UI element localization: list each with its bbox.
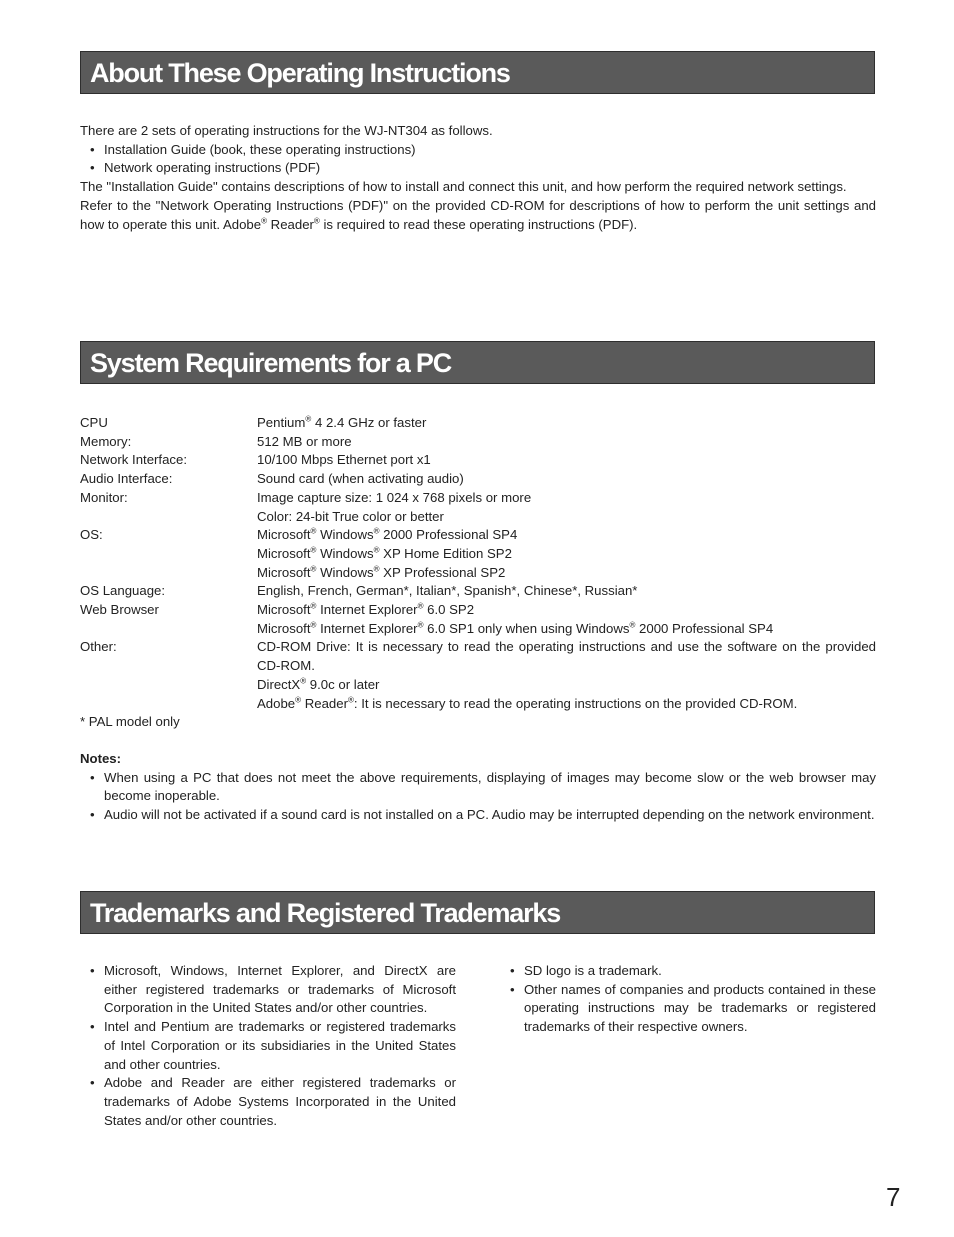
- trademarks-right-column: [500, 962, 876, 1037]
- req-label-os: OS:: [80, 527, 103, 543]
- adobe-name: Adobe: [257, 695, 296, 711]
- req-value-directx: [257, 676, 876, 695]
- req-value-os-1: [257, 526, 876, 545]
- req-label-memory: Memory:: [80, 433, 132, 449]
- page-number: 7: [886, 1182, 901, 1212]
- trademark-item: • SD logo is a trademark.: [500, 962, 876, 981]
- about-bullet-2: • Network operating instructions (PDF): [80, 159, 876, 178]
- registered-mark: ®: [300, 676, 307, 686]
- directx-name: DirectX: [257, 676, 301, 692]
- trademarks-left-column: [80, 962, 456, 1130]
- trademark-item: • Microsoft, Windows, Internet Explorer, and DirectX are either registered trademarks or trademarks of Microsoft Corporation in the United States and/or other countries.: [80, 962, 456, 1018]
- os-version-3: XP Professional SP2: [379, 564, 506, 580]
- req-value-os-2: [257, 545, 876, 564]
- registered-mark: ®: [310, 601, 317, 611]
- registered-mark: ®: [417, 601, 424, 611]
- req-value-os-language: English, French, German*, Italian*, Spanish*, Chinese*, Russian*: [257, 583, 638, 599]
- about-intro: There are 2 sets of operating instructions for the WJ-NT304 as follows.: [80, 123, 493, 138]
- registered-mark: ®: [347, 695, 354, 705]
- pal-footnote: * PAL model only: [80, 714, 180, 730]
- os-product: Windows: [316, 545, 374, 561]
- note-1: • When using a PC that does not meet the above requirements, displaying of images may become slow or the web browser may become inoperable.: [80, 769, 876, 806]
- about-bullet-1: • Installation Guide (book, these operating instructions): [80, 141, 876, 160]
- cpu-spec: 4 2.4 GHz or faster: [311, 415, 427, 430]
- os-vendor: Microsoft: [257, 527, 311, 543]
- registered-mark: ®: [313, 216, 320, 226]
- req-row-os: [80, 526, 876, 582]
- directx-version: 9.0c or later: [306, 676, 380, 692]
- registered-mark: ®: [261, 216, 267, 226]
- browser-version-1: 6.0 SP2: [423, 602, 475, 618]
- req-row-other: [80, 638, 876, 713]
- req-value-audio: Sound card (when activating audio): [257, 471, 464, 487]
- req-value-cpu: [257, 414, 876, 433]
- req-label-cpu: CPU: [80, 415, 108, 430]
- req-row-monitor: [80, 489, 876, 526]
- os-product: Windows: [316, 564, 374, 580]
- section-title-trademarks: Trademarks and Registered Trademarks: [80, 891, 875, 934]
- req-label-network: Network Interface:: [80, 452, 188, 468]
- browser-version-2a: 6.0 SP1 only when using Windows: [423, 620, 630, 636]
- registered-mark: ®: [629, 620, 636, 630]
- req-value-browser-2: [257, 620, 876, 639]
- os-vendor: Microsoft: [257, 564, 311, 580]
- section-title-system: System Requirements for a PC: [80, 341, 875, 384]
- about-para-2-part-c: is required to read these operating instructions (PDF).: [319, 216, 638, 232]
- registered-mark: ®: [373, 545, 380, 555]
- os-version-1: 2000 Professional SP4: [379, 527, 518, 543]
- section-title-about: About These Operating Instructions: [80, 51, 875, 94]
- registered-mark: ®: [373, 564, 380, 574]
- req-row-cpu: [80, 414, 876, 433]
- os-version-2: XP Home Edition SP2: [379, 545, 512, 561]
- req-row-memory: [80, 433, 876, 452]
- req-value-monitor-2: Color: 24-bit True color or better: [257, 508, 444, 524]
- browser-product: Internet Explorer: [316, 602, 418, 618]
- registered-mark: ®: [373, 526, 380, 536]
- registered-mark: ®: [310, 545, 317, 555]
- browser-product: Internet Explorer: [316, 620, 418, 636]
- registered-mark: ®: [295, 695, 302, 705]
- req-label-os-language: OS Language:: [80, 583, 166, 599]
- about-para-2-part-b: Reader: [267, 216, 314, 232]
- req-value-network: 10/100 Mbps Ethernet port x1: [257, 452, 431, 468]
- req-row-os-language: [80, 582, 876, 601]
- os-vendor: Microsoft: [257, 545, 311, 561]
- about-para-2-part-a: Refer to the "Network Operating Instructions (PDF)" on the provided CD-ROM for descriptions of how to perform the unit settings and how to operate this unit. Adobe: [80, 197, 876, 232]
- req-value-monitor-1: Image capture size: 1 024 x 768 pixels or more: [257, 489, 532, 505]
- req-value-cdrom: CD-ROM Drive: It is necessary to read the operating instructions and use the software on the provided CD-ROM.: [257, 639, 876, 674]
- registered-mark: ®: [305, 414, 312, 424]
- registered-mark: ®: [310, 526, 317, 536]
- note-2: • Audio will not be activated if a sound card is not installed on a PC. Audio may be interrupted depending on the network environment.: [80, 806, 876, 825]
- req-label-audio: Audio Interface:: [80, 471, 173, 487]
- registered-mark: ®: [417, 620, 424, 630]
- about-para-1: The "Installation Guide" contains descriptions of how to install and connect this unit, and how perform the required network settings.: [80, 179, 847, 195]
- trademark-item: • Adobe and Reader are either registered trademarks or trademarks of Adobe Systems Incorporated in the United States and/or other countries.: [80, 1074, 456, 1130]
- reader-name: Reader: [301, 695, 348, 711]
- registered-mark: ®: [310, 620, 317, 630]
- req-value-os-3: [257, 564, 876, 583]
- browser-vendor: Microsoft: [257, 602, 311, 618]
- req-row-audio: [80, 470, 876, 489]
- req-row-browser: [80, 601, 876, 638]
- req-label-browser: Web Browser: [80, 602, 159, 618]
- adobe-note: : It is necessary to read the operating instructions on the provided CD-ROM.: [353, 695, 798, 711]
- req-label-monitor: Monitor:: [80, 489, 128, 505]
- req-row-network: [80, 451, 876, 470]
- req-value-memory: 512 MB or more: [257, 433, 352, 449]
- notes-title: Notes:: [80, 750, 122, 766]
- trademark-item: • Intel and Pentium are trademarks or registered trademarks of Intel Corporation or its subsidiaries in the United States and other countries.: [80, 1018, 456, 1074]
- os-product: Windows: [316, 527, 374, 543]
- cpu-name: Pentium: [257, 415, 306, 430]
- req-label-other: Other:: [80, 639, 117, 655]
- trademark-item: • Other names of companies and products contained in these operating instructions may be trademarks or registered trademarks of their respective owners.: [500, 981, 876, 1037]
- browser-vendor: Microsoft: [257, 620, 311, 636]
- browser-version-2b: 2000 Professional SP4: [635, 620, 774, 636]
- system-requirements: [80, 414, 876, 825]
- about-body: [80, 122, 876, 234]
- about-para-2: [80, 197, 876, 234]
- req-value-browser-1: [257, 601, 876, 620]
- req-value-adobe: [257, 695, 876, 714]
- registered-mark: ®: [310, 564, 317, 574]
